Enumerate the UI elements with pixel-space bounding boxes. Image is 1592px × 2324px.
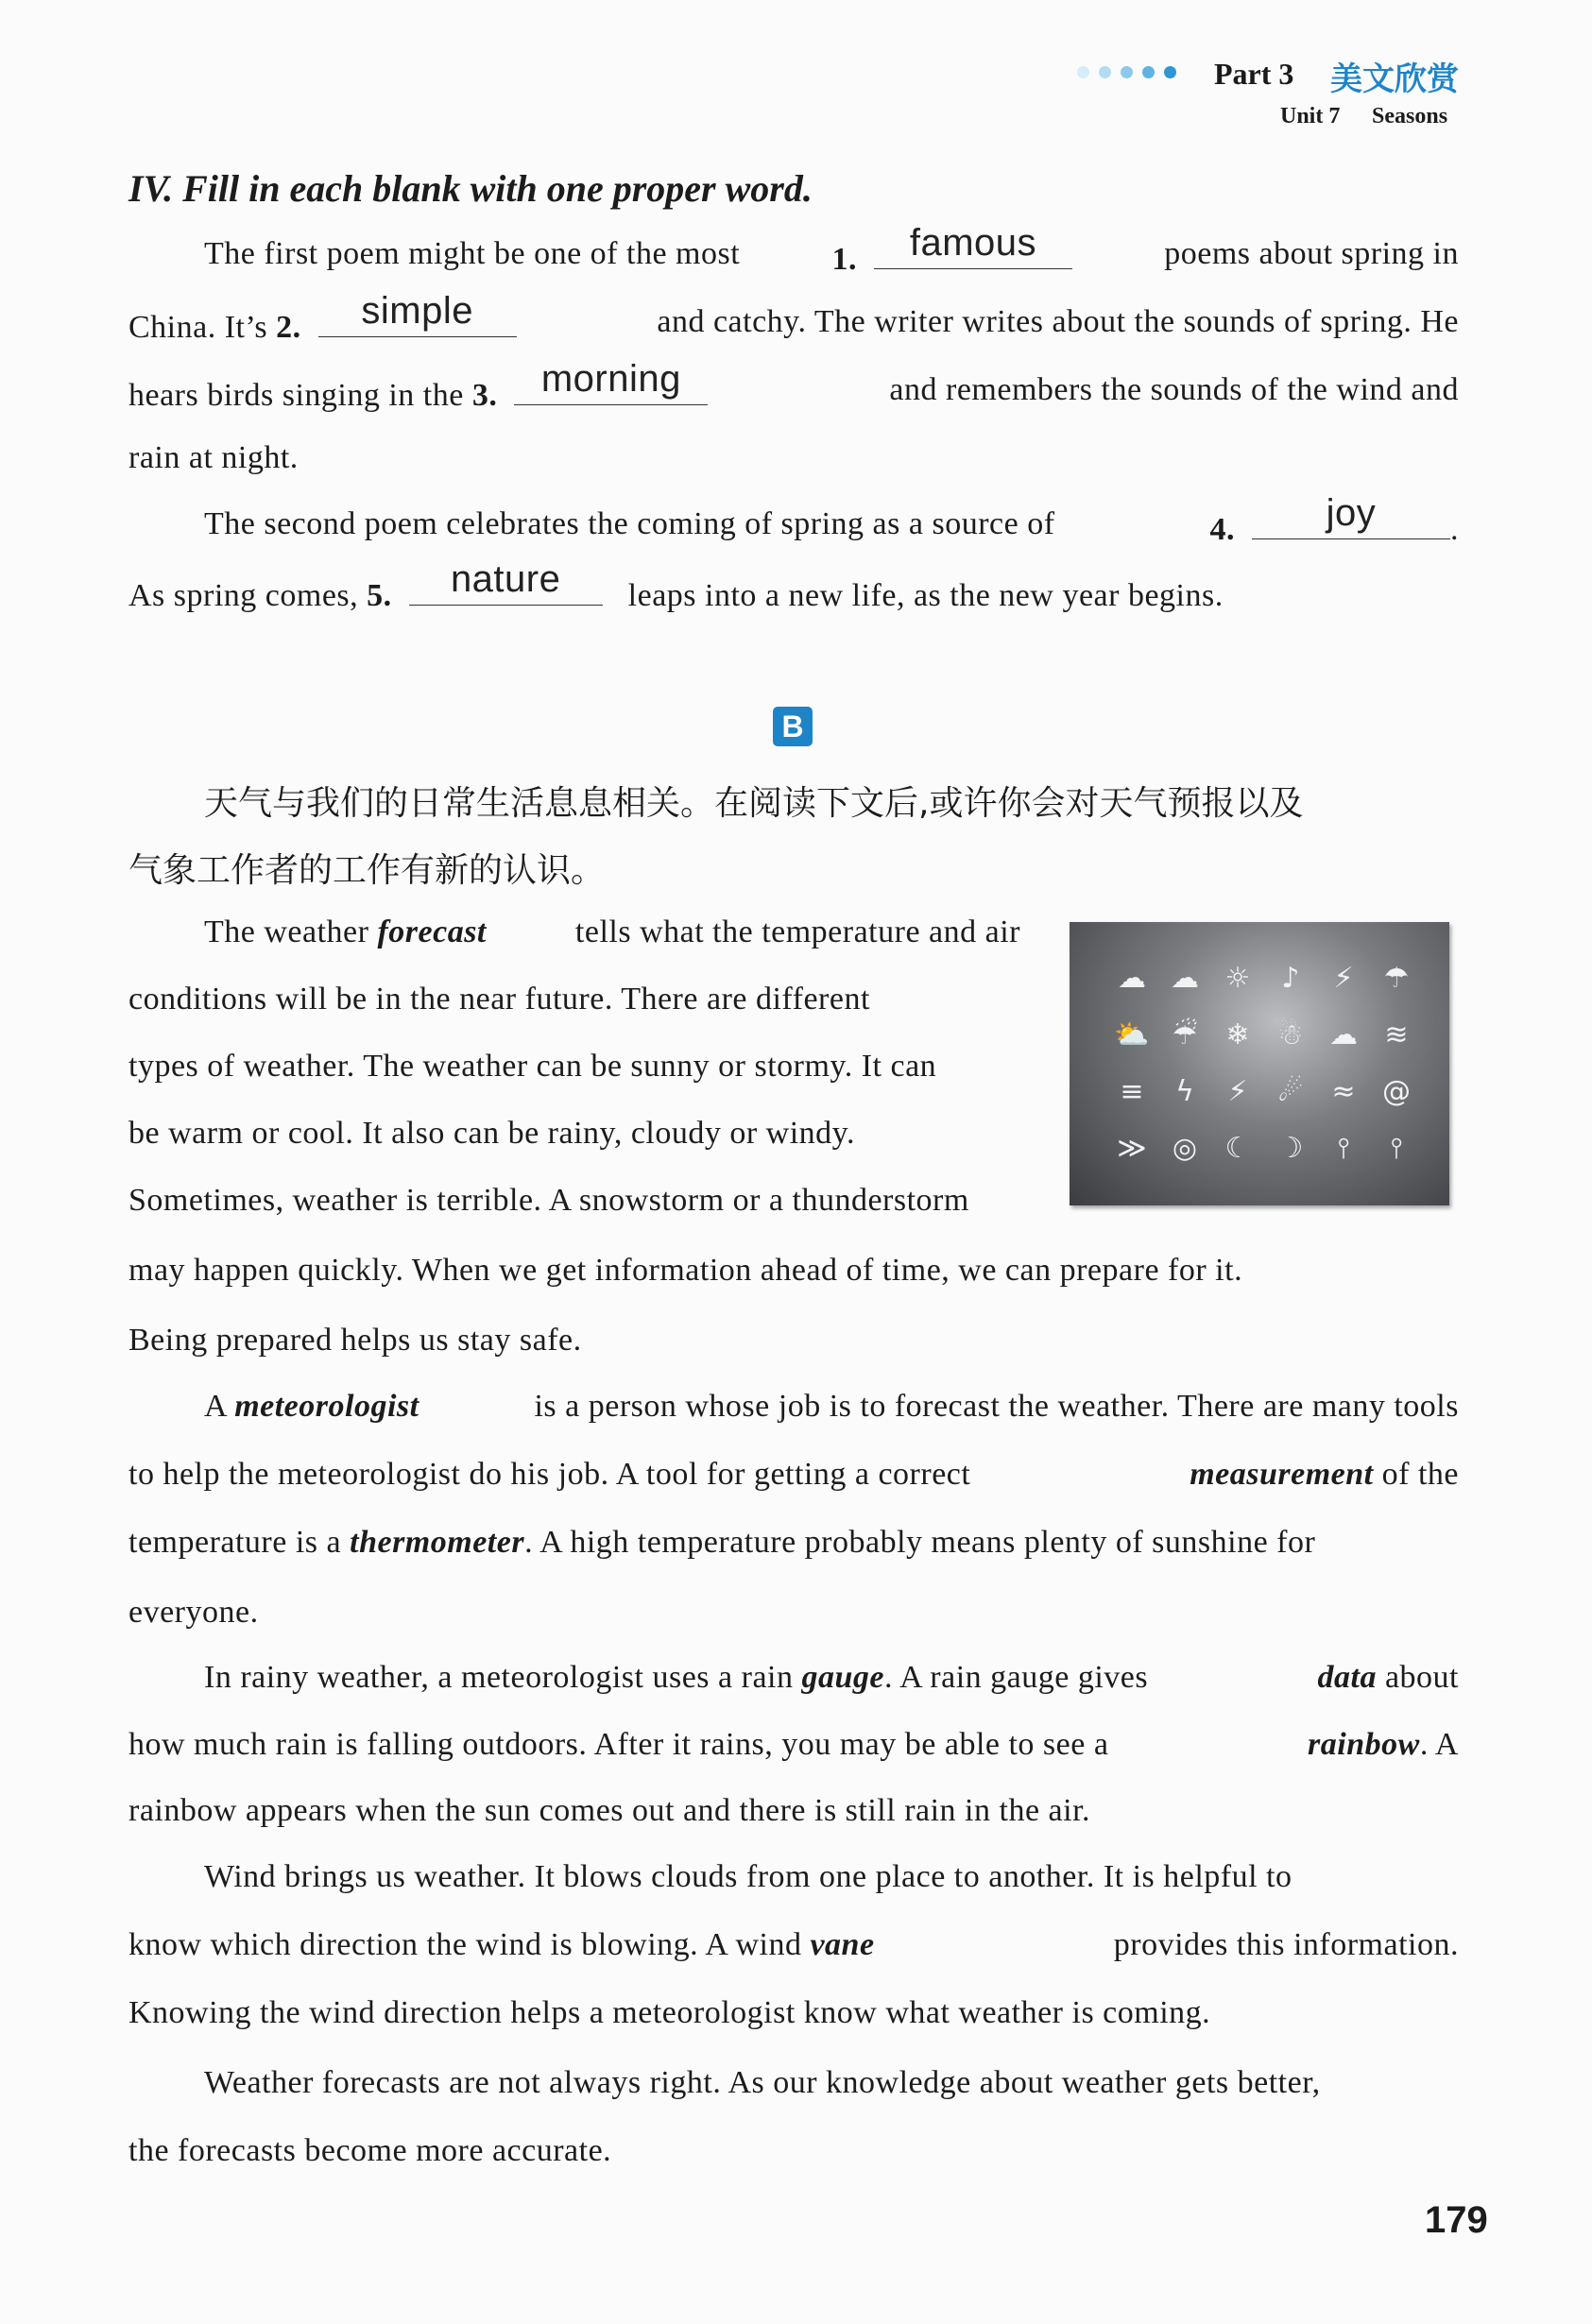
paragraph-line: The weather forecast tells what the temperature and air xyxy=(204,914,1020,949)
typhoon-icon: ◎ xyxy=(1172,1132,1198,1165)
answer-blank-2[interactable]: simple xyxy=(318,304,517,337)
tornado-icon: ≋ xyxy=(1384,1018,1409,1051)
moon-icon: ☽ xyxy=(1277,1132,1304,1165)
keyword-thermometer: thermometer xyxy=(350,1525,525,1560)
paragraph-line: As spring comes, 5. nature leaps into a new life, as the new year begins. xyxy=(128,558,1224,613)
night-icon: ☾ xyxy=(1224,1132,1251,1165)
paragraph-line: rainbow appears when the sun comes out and there is still rain in the air. xyxy=(128,1793,1091,1828)
umbrella-icon: ☂ xyxy=(1383,962,1410,995)
paragraph-line: how much rain is falling outdoors. After it rains, you may be able to see a rainbow. A xyxy=(128,1727,1459,1762)
partly-sunny-icon: ⛅ xyxy=(1114,1018,1150,1051)
header-topic: Seasons xyxy=(1372,104,1448,128)
intro-chinese-line: 气象工作者的工作有新的认识。 xyxy=(128,851,606,890)
thunder-icon: ⚡ xyxy=(1227,1075,1248,1108)
paragraph-line: be warm or cool. It also can be rainy, cloudy or windy. xyxy=(128,1116,855,1151)
header-dot xyxy=(1121,66,1133,78)
cloud-icon: ☁ xyxy=(1118,962,1146,995)
thermometer-low-icon: ⫯ xyxy=(1337,1132,1350,1165)
weather-icon-grid xyxy=(1105,950,1423,1177)
answer-blank-5[interactable]: nature xyxy=(409,572,603,606)
header-dot xyxy=(1164,66,1176,78)
keyword-data: data xyxy=(1317,1660,1377,1695)
keyword-forecast: forecast xyxy=(377,914,487,949)
paragraph-line: Wind brings us weather. It blows clouds from one place to another. It is helpful to xyxy=(204,1859,1292,1894)
keyword-vane: vane xyxy=(810,1927,875,1962)
whirlwind-icon: @ xyxy=(1382,1075,1411,1108)
keyword-gauge: gauge xyxy=(801,1660,884,1695)
cloud-rain-icon: ☁ xyxy=(1329,1018,1358,1051)
keyword-meteorologist: meteorologist xyxy=(234,1389,419,1424)
lightning-icon: ϟ xyxy=(1175,1075,1194,1108)
wind-icon: ≫ xyxy=(1117,1132,1147,1165)
weather-icons-photo xyxy=(1070,922,1449,1205)
answer-blank-1[interactable]: famous xyxy=(874,236,1072,269)
paragraph-line: hears birds singing in the 3. morning and remembers the sounds of the wind and xyxy=(128,358,1459,413)
paragraph-line: Weather forecasts are not always right. As our knowledge about weather gets better, xyxy=(204,2065,1321,2100)
hail-icon: ☄ xyxy=(1277,1075,1304,1108)
sun-icon: ☼ xyxy=(1224,962,1251,995)
paragraph-line: rain at night. xyxy=(128,440,299,475)
keyword-rainbow: rainbow xyxy=(1308,1727,1420,1762)
page-number: 179 xyxy=(1425,2199,1488,2241)
section-b-badge: B xyxy=(773,707,813,746)
thermometer-high-icon: ⫯ xyxy=(1390,1132,1403,1165)
answer-blank-4[interactable]: joy xyxy=(1252,506,1450,539)
paragraph-line: may happen quickly. When we get information ahead of time, we can prepare for it. xyxy=(128,1253,1243,1288)
paragraph-line: The second poem celebrates the coming of spring as a source of 4. joy . xyxy=(204,492,1459,547)
section-title: IV. Fill in each blank with one proper word. xyxy=(128,167,813,210)
header-dot xyxy=(1142,66,1155,78)
header-dot xyxy=(1077,66,1089,78)
rain-icon: ☔ xyxy=(1172,1018,1198,1051)
windsock-icon: ≡ xyxy=(1120,1075,1144,1108)
paragraph-line: China. It’s 2. simple and catchy. The writer writes about the sounds of spring. He xyxy=(128,290,1459,345)
sleet-icon: ☃ xyxy=(1277,1018,1304,1051)
paragraph-line: temperature is a thermometer. A high temperature probably means plenty of sunshine for xyxy=(128,1525,1316,1560)
header-dots xyxy=(1077,66,1176,78)
paragraph-line: the forecasts become more accurate. xyxy=(128,2133,612,2168)
paragraph-line: A meteorologist is a person whose job is to forecast the weather. There are many tools xyxy=(204,1389,1459,1424)
paragraph-line: Sometimes, weather is terrible. A snowstorm or a thunderstorm xyxy=(128,1183,969,1218)
header-dot xyxy=(1099,66,1111,78)
answer-blank-3[interactable]: morning xyxy=(514,372,708,405)
header-unit: Unit 7 xyxy=(1280,104,1341,128)
paragraph-line: everyone. xyxy=(128,1595,259,1630)
storm-icon: ⚡ xyxy=(1333,962,1354,995)
paragraph-line: conditions will be in the near future. There are different xyxy=(128,982,870,1017)
paragraph-line: In rainy weather, a meteorologist uses a rain gauge. A rain gauge gives data about xyxy=(204,1660,1459,1695)
paragraph-line: Knowing the wind direction helps a meteorologist know what weather is coming. xyxy=(128,1995,1211,2030)
paragraph-line: The first poem might be one of the most 1. famous poems about spring in xyxy=(204,222,1459,277)
snowflake-icon: ❄ xyxy=(1225,1018,1250,1051)
paragraph-line: Being prepared helps us stay safe. xyxy=(128,1323,582,1358)
keyword-measurement: measurement xyxy=(1190,1457,1374,1492)
paragraph-line: know which direction the wind is blowing. A wind vane provides this information. xyxy=(128,1927,1459,1962)
fog-icon: ≈ xyxy=(1331,1075,1356,1108)
drizzle-icon: ♪ xyxy=(1281,962,1300,995)
header-part: Part 3 xyxy=(1214,57,1294,91)
paragraph-line: types of weather. The weather can be sunny or stormy. It can xyxy=(128,1049,937,1084)
header-part-title: 美文欣赏 xyxy=(1330,60,1459,98)
intro-chinese-line: 天气与我们的日常生活息息相关。在阅读下文后,或许你会对天气预报以及 xyxy=(204,784,1304,823)
cloudy-icon: ☁ xyxy=(1171,962,1199,995)
paragraph-line: to help the meteorologist do his job. A tool for getting a correct measurement of the xyxy=(128,1457,1459,1492)
